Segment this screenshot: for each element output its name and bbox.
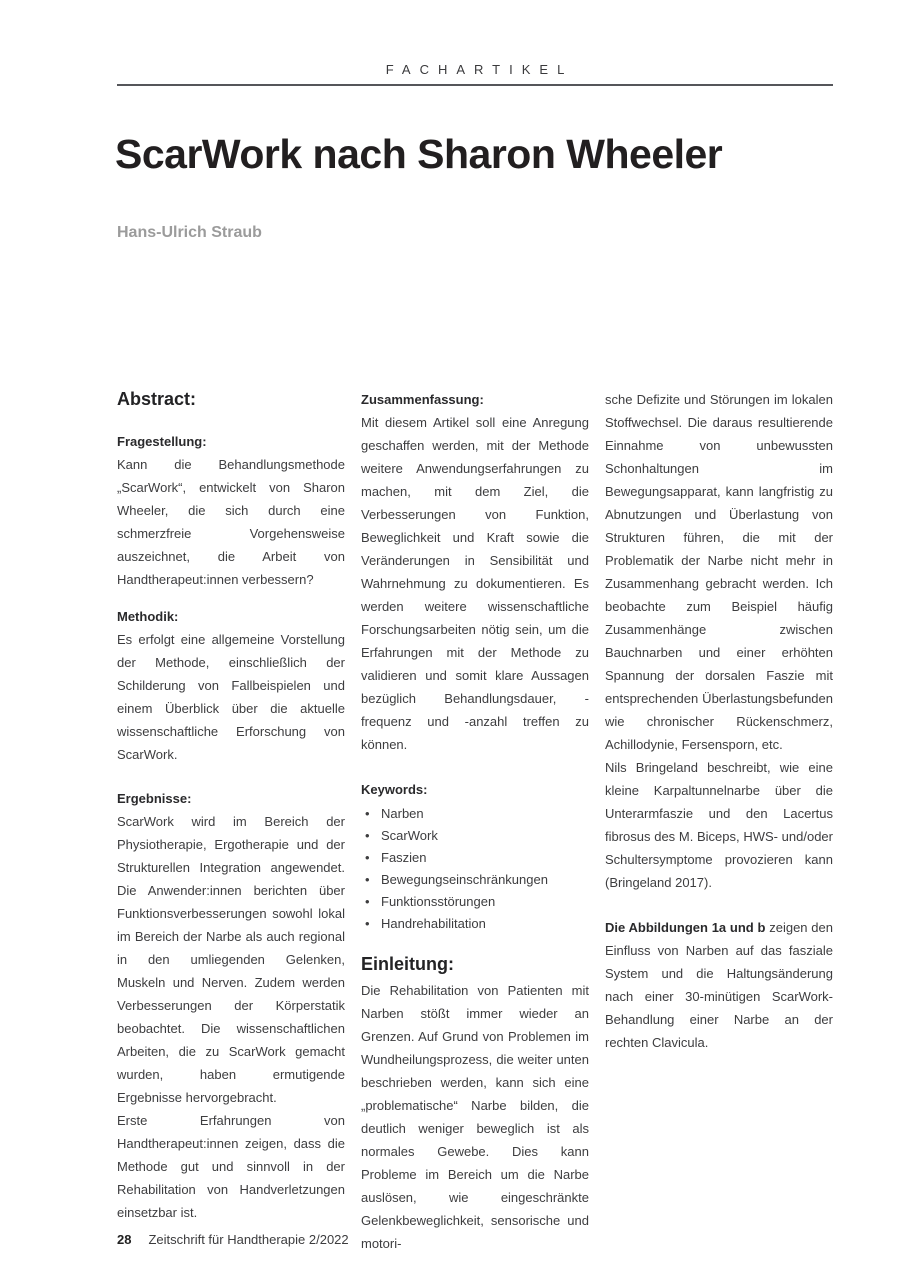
- fragestellung-label: Fragestellung:: [117, 434, 207, 449]
- page-footer: [117, 1232, 349, 1248]
- figure-reference-note: [605, 916, 833, 1054]
- keyword-item: • Bewegungseinschränkungen: [361, 869, 589, 891]
- ergebnisse-paragraph-1: ScarWork wird im Bereich der Physiotherapie, Ergotherapie und der Strukturellen Integration angewendet. Die Anwender:innen berichten über Funktionsverbesserungen sowohl lokal im Bereich der Narbe als auch regional in den umliegenden Gelenken, Muskeln und Nerven. Zudem werden Verbesserungen der Körperstatik beobachtet. Die wissenschaftlichen Arbeiten, die zu ScarWork gemacht wurden, haben ermutigende Ergebnisse hervorgebracht.: [117, 814, 345, 1105]
- column-right: [605, 388, 833, 1255]
- keywords-label: Keywords:: [361, 782, 428, 797]
- article-body: [117, 388, 833, 1255]
- keyword-item: • Funktionsstörungen: [361, 891, 589, 913]
- einleitung-text: Die Rehabilitation von Patienten mit Narben stößt immer wieder an Grenzen. Auf Grund von Problemen im Wundheilungsprozess, die weiter unten beschrieben werden, kann sich eine „problematische“ Narbe bilden, die deutlich weniger beweglich ist als normales Gewebe. Dies kann Probleme im Bereich um die Narbe auslösen, wie eingeschränkte Gelenkbeweglichkeit, sensorische und motori-: [361, 983, 589, 1251]
- header-rule: [117, 84, 833, 86]
- keyword-item: • ScarWork: [361, 825, 589, 847]
- continuation-paragraph-1: sche Defizite und Störungen im lokalen Stoffwechsel. Die daraus resultierende Einnahme von unbewussten Schonhaltungen im Bewegungsapparat, kann langfristig zu Abnutzungen und Überlastung von Strukturen führen, die mit der Problematik der Narbe nicht mehr in Zusammenhang gebracht werden. Ich beobachte zum Beispiel häufig Zusammenhänge zwischen Bauchnarben und einer erhöhten Spannung der dorsalen Faszie mit entsprechenden Überlastungsbefunden wie chronischer Rückenschmerz, Achillodynie, Fersensporn, etc.: [605, 392, 833, 752]
- methodik-label: Methodik:: [117, 609, 179, 624]
- article-title: ScarWork nach Sharon Wheeler: [115, 131, 723, 177]
- einleitung-heading: Einleitung:: [361, 954, 454, 974]
- running-head-section-label: FACHARTIKEL: [385, 62, 574, 77]
- abstract-section-ergebnisse: [117, 787, 345, 1224]
- keyword-item: • Faszien: [361, 847, 589, 869]
- keyword-item: • Narben: [361, 803, 589, 825]
- ergebnisse-label: Ergebnisse:: [117, 791, 192, 806]
- fragestellung-text: Kann die Behandlungsmethode „ScarWork“, entwickelt von Sharon Wheeler, die sich durch eine schmerzfreie Vorgehensweise auszeichnet, die Arbeit von Handtherapeut:innen verbessern?: [117, 457, 345, 587]
- zusammenfassung-text: Mit diesem Artikel soll eine Anregung geschaffen werden, mit der Methode weitere Anwendungserfahrungen zu machen, mit dem Ziel, die Verbesserungen von Funktion, Beweglichkeit und Kraft sowie die Veränderungen in Sensibilität und Wahrnehmung zu dokumentieren. Es werden weitere wissenschaftliche Forschungsarbeiten nötig sein, um die Erfahrungen mit der Methode zu validieren und somit klare Aussagen bezüglich Behandlungsdauer, -frequenz und -anzahl treffen zu können.: [361, 415, 589, 752]
- ergebnisse-paragraph-2: Erste Erfahrungen von Handtherapeut:innen zeigen, dass die Methode gut und sinnvoll in der Rehabilitation von Handverletzungen einsetzbar ist.: [117, 1113, 345, 1220]
- keyword-item: • Handrehabilitation: [361, 913, 589, 935]
- abstract-section-fragestellung: [117, 430, 345, 591]
- figure-reference-lead: Die Abbildungen 1a und b: [605, 920, 766, 935]
- abstract-heading: Abstract:: [117, 389, 197, 409]
- journal-name: Zeitschrift für Handtherapie 2/2022: [148, 1232, 349, 1247]
- abstract-section-methodik: [117, 605, 345, 766]
- continuation-paragraph-2: Nils Bringeland beschreibt, wie eine kleine Karpaltunnelnarbe über die Unterarmfaszie und den Lacertus fibrosus des M. Biceps, HWS- und/oder Schultersymptome provozieren kann (Bringeland 2017).: [605, 760, 833, 890]
- keyword-list: [361, 803, 589, 935]
- column-middle: [361, 388, 589, 1255]
- author-name: Hans-Ulrich Straub: [117, 224, 262, 241]
- page-number: 28: [117, 1232, 132, 1247]
- column-abstract: [117, 388, 345, 1255]
- figure-reference-text: zeigen den Einfluss von Narben auf das fasziale System und die Haltungsänderung nach einer 30-minütigen ScarWork-Behandlung einer Narbe an der rechten Clavicula.: [605, 920, 833, 1050]
- methodik-text: Es erfolgt eine allgemeine Vorstellung der Methode, einschließlich der Schilderung von Fallbeispielen und einem Überblick über die aktuelle wissenschaftliche Erforschung von ScarWork.: [117, 632, 345, 762]
- zusammenfassung-label: Zusammenfassung:: [361, 392, 484, 407]
